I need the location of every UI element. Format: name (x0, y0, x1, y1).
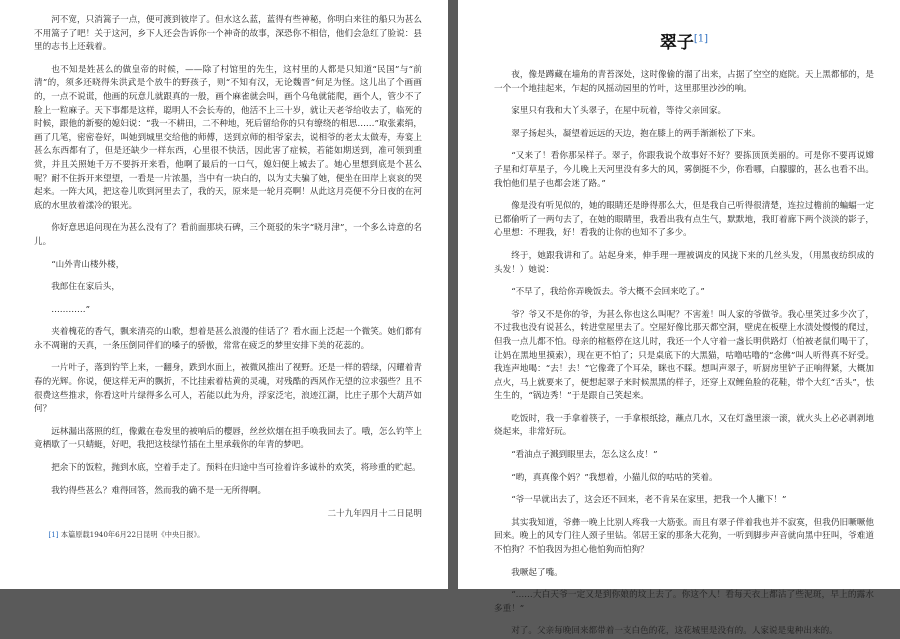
paragraph: 夜，像是蹲藏在墙角的青苔深处，这时像偷的溜了出来，占据了空空的庭院。天上黑都郁的，是一个一个地挂起来，乍起的风摇动园里的竹叶，这里那里沙沙的响。 (494, 70, 874, 94)
paragraph: “爷一早就出去了，这会还不回来，老不肯呆在家里，把我一个人撇下！” (511, 495, 787, 506)
paragraph: 对了。父亲每晚回来都带着一支白色的花，这花城里是没有的。人家说是鬼种出来的。 (511, 626, 838, 637)
verse-line: 我郎住在家后头， (51, 282, 120, 293)
paragraph: 像是没有听见似的，她的眼睛还是睁得那么大，但是我自己听得很清楚，连拉过檐前的蝙蝠一定已都偷听了一两句去了，在她的眼睛里，我看出我有点生气，默默地，我盯着廊下两个淡淡的影子，心里想：不理我，好！看我的让你的也知不了多少。 (494, 201, 874, 239)
verse-line: “山外青山楼外楼， (51, 259, 125, 270)
right-page (458, 0, 900, 637)
paragraph: 河不宽，只消篙子一点，便可渡到彼岸了。但水这么蓝，蓝得有些神秘，你明白来往的船只为甚么不用篙子了吧！关于这河，乡下人还会告诉你一个神奇的故事，深恐你不相信，他们会急红了脸说：县里的志书上还载着。 (34, 15, 422, 53)
paragraph: 家里只有我和大丫头翠子，在屋中玩着，等待父亲回家。 (511, 106, 727, 117)
date-line: 二十九年四月十二日昆明 (327, 509, 422, 520)
paragraph: 也不知是姓甚么的做皇帝的时候，——除了村馆里的先生，这村里的人都是只知道“民国”与“前清”的，须多还晓得朱洪武是个放牛的野孩子，则“不知有汉，无论魏晋”何足为怪。这儿出了个画画的，一点不说谎，他画的玩意儿就跟真的一般，画个麻雀就会叫，画个乌龟就能爬，画个人，管少不了脸上一粒麻子。天下事都是这样，聪明人不会长寿的，他活不上三十岁，就让天老爷给收去了，临死的时候，跟他的新娶的媳妇说：“我一不耕田，二不种地，死后留给你的只有缭绕的相思……”取张素绢，画了几笔，密密卷好，叫她到城里交给他的师傅，送到京师的相爷家去，说相爷的老太太做寿，寿宴上甚么东西都有了，但是还缺少一样东西，心里很不快活，因此害了症候，若能如期送到，准可领到重赏，并且关照她千万不要拆开来看，他啊了最后的一口气，媳妇便上城去了。她心里想到底是个甚么呢？耐不住拆开来望望，一看是一片浓墨，当中有一块白的，以为丈夫骗了她，便坐在田岸上哀哀的哭起来。一阵大风，把这卷儿吹到河里去了，我的天，原来是一轮月亮啊！从此这月亮便不分日夜的在河底的水里放着漾冷的银光。 (34, 64, 422, 211)
footnote-ref-link[interactable]: [1] (48, 530, 59, 540)
paragraph: 你好意思追问现在为甚么没有了？看前面那块石碑，三个斑驳的朱字“晓月津”，一个多么诗意的名儿。 (34, 223, 422, 247)
paragraph: “……大白天爷一定又是到你娘的坟上去了。你这个人！看每天衣上都沾了些泥斑，早上的露水多重！” (494, 590, 874, 614)
paragraph: “哟，真真像个妈？”我想着，小猫儿似的咕咕的笑着。 (511, 472, 718, 483)
paragraph: 夹着槐花的香气，飘来清亮的山歌，想着是甚么浪漫的佳话了？看水面上泛起一个微笑。她们都有永不凋谢的天真，一条压倒同伴们的嗓子的骄傲，常常在疲乏的梦里安排下美的花蕊的。 (34, 327, 422, 351)
paragraph: 我噘起了嘴。 (511, 567, 563, 578)
paragraph: 翠子扬起头，凝望着远远的天边，抱在膝上的两手渐渐松了下来。 (511, 128, 761, 139)
title-footnote-ref-link[interactable]: [1] (693, 33, 709, 45)
paragraph: “看油点子溅到眼里去，怎么这么皮！” (511, 450, 658, 461)
paragraph: 一片叶子，落到钓竿上来，一翻身，跌到水面上，被微风推出了视野。还是一样的碧绿，闪耀着青春的光辉。你说，便这样无声的飘折，不比挂索着枯黄的灵魂，对残酷的西风作无望的泣求强些？且不很费这些推求，你看这叶片绿得多么可人，若能以此为舟，浮家泛宅，浪迹江湖，比庄子那个大葫芦如何？ (34, 363, 422, 415)
verse-line: …………” (51, 304, 90, 315)
paragraph: 终于，她跟我讲和了。站起身来，伸手理一理被调皮的风拢下来的几丝头发，（用黑夜纺织成的头发！）她说： (494, 250, 874, 275)
paragraph: 吃饭时，我一手拿着筷子，一手拿根纸捻，蘸点几水，又在灯盏里滚一滚，就火头上必必剥剥地烧起来，非常好玩。 (494, 413, 874, 438)
paragraph: “又来了！看你那呆样子。翠子，你跟我说个故事好不好？要拣顶顶美丽的。可是你不要再说嫦子星和灯草星子，今儿晚上天河里没有多大的风，雾倒挺不少，你看哪，白朦朦的，甚么也看不出。我怕他们星子也都会迷了路。” (494, 151, 874, 189)
paragraph: 我钓得些甚么？难得回答，然而我的确不是一无所得啊。 (51, 485, 267, 496)
paragraph: 把余下的饭粒，抛到水底，空着手走了。预料在归途中当可捡着许多诚朴的欢笑，将珍重的贮起。 (51, 463, 421, 474)
paragraph: 其实我知道，爷彝一晚上比别人疼我一大筋张。而且有翠子伴着我也并不寂寞，但我仍旧噘噘他回来。晚上的风专门往人颈子里钻。邻居王家的那条大花狗，一听到脚步声音就向黑中狂叫，爷难道不怕狗？不怕我因为担心他怕狗而怕狗？ (494, 517, 874, 556)
paragraph: 远林漏出落照的红，像戴在卷发里的被响后的樱唇，丝丝炊烟在担手唤我回去了。哦，怎么钓竿上竟栖歇了一只蜻蜓，好吧，我把这枝绿竹插在土里承载你的年青的梦吧。 (34, 426, 422, 451)
chapter-title (494, 28, 874, 53)
footnote-text: 本篇原载1940年6月22日昆明《中央日报》。 (60, 530, 205, 540)
left-page (0, 0, 448, 589)
footnote (34, 529, 422, 540)
paragraph: “不早了，我给你弄晚饭去。爷大概不会回来吃了。” (511, 287, 705, 298)
chapter-title-text: 翠子 (659, 33, 694, 53)
paragraph: 爷？爷又不是你的爷，为甚么你也这么叫呢？不害羞！叫人家的爷做爷。我心里笑过多少次了，不过我也没有说甚么，转进堂屋里去了。空屋好像比那天都空洞，壁虎在板壁上水渍处慢慢的爬过，但我一点儿都不怕。母亲的棺柩停在这儿时，我还一个人守着一盏长明供路灯（怕被老鼠们喝干了，让妈在黑地里摸索），现在更不怕了；只是桌底下的大黑猫，咕噜咕噜的“念佛”叫人听得真不好受。我连声地喝：“去！去！”它像聋了个耳朵，眯也不睬。想叫声翠子，听厨房里铲子正响得紧，大概加点火，马上就要来了，便想起翠子来时候黑黑的样子，还穿上双鲤鱼脸的花鞋，带个大红“舌头”，怯生生的，“锅边秀！”于是跟自己笑起来。 (494, 309, 874, 402)
